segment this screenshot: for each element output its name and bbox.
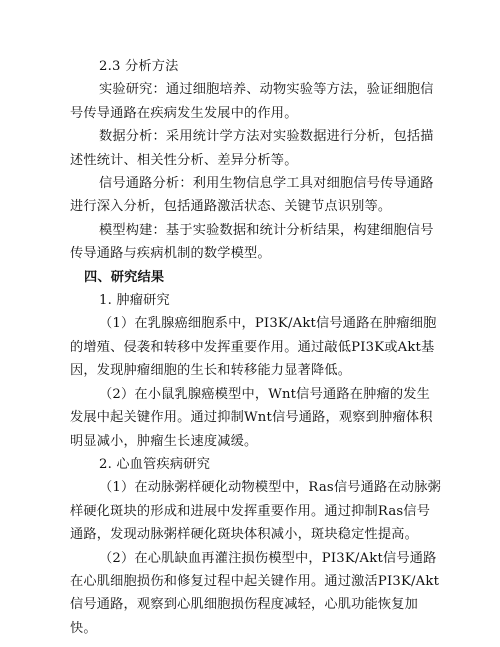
- cardiovascular-paragraph-2: （2）在心肌缺血再灌注损伤模型中，PI3K/Akt信号通路在心肌细胞损伤和修复过程中起关键作用。通过激活PI3K/Akt信号通路，观察到心肌细胞损伤程度减轻，心肌功能恢复加快。: [70, 550, 440, 636]
- method-pathway-analysis: 信号通路分析：利用生物信息学工具对细胞信号传导通路进行深入分析，包括通路激活状态、关键节点识别等。: [70, 176, 434, 215]
- method-model-building: 模型构建：基于实验数据和统计分析结果，构建细胞信号传导通路与疾病机制的数学模型。: [70, 222, 434, 262]
- method-experimental-research: 实验研究：通过细胞培养、动物实验等方法，验证细胞信号传导通路在疾病发生发展中的作用。: [70, 82, 434, 121]
- tumor-paragraph-1: （1）在乳腺癌细胞系中，PI3K/Akt信号通路在肿瘤细胞的增殖、侵袭和转移中发挥重要作用。通过敲低PI3K或Akt基因，发现肿瘤细胞的生长和转移能力显著降低。: [70, 316, 437, 379]
- tumor-research-heading: 1. 肿瘤研究: [99, 293, 170, 309]
- section-heading-analysis-methods: 2.3 分析方法: [99, 59, 179, 74]
- method-data-analysis: 数据分析：采用统计学方法对实验数据进行分析，包括描述性统计、相关性分析、差异分析等。: [70, 129, 434, 168]
- cardiovascular-paragraph-1: （1）在动脉粥样硬化动物模型中，Ras信号通路在动脉粥样硬化斑块的形成和进展中发挥重要作用。通过抑制Ras信号通路，发现动脉粥样硬化斑块体积减小，斑块稳定性提高。: [70, 480, 441, 543]
- tumor-paragraph-2: （2）在小鼠乳腺癌模型中，Wnt信号通路在肿瘤的发生发展中起关键作用。通过抑制Wnt信号通路，观察到肿瘤体积明显减小，肿瘤生长速度减缓。: [70, 386, 433, 449]
- document-body: [70, 55, 442, 640]
- results-heading: 四、研究结果: [84, 269, 165, 285]
- cardiovascular-research-heading: 2. 心血管疾病研究: [99, 456, 211, 472]
